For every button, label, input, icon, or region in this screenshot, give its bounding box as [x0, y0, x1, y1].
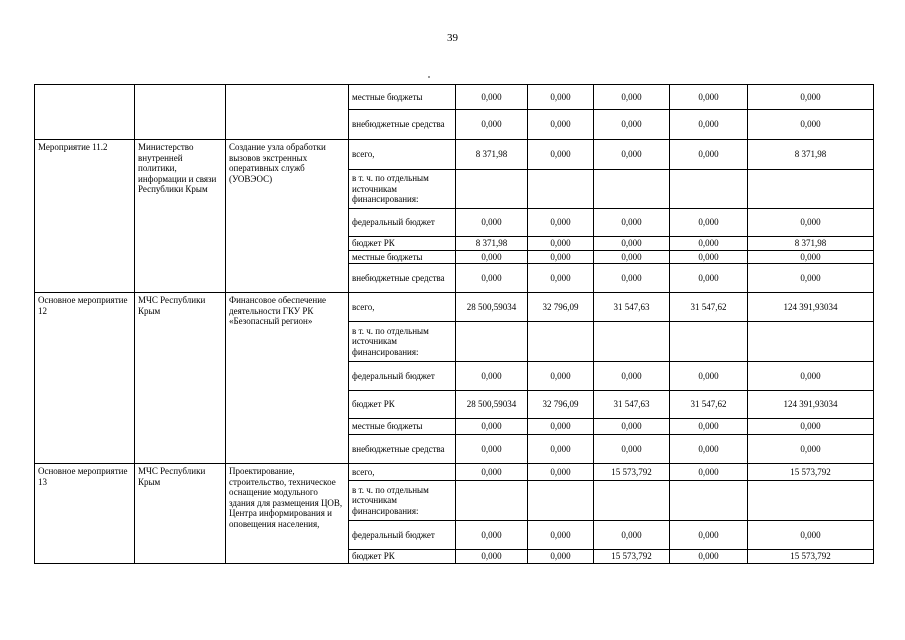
total-cell: 0,000: [748, 250, 874, 264]
value-cell: [670, 322, 748, 362]
funding-source-cell: бюджет РК: [349, 391, 456, 419]
value-cell: 0,000: [528, 419, 594, 435]
table-row: [35, 293, 874, 322]
total-cell: 15 573,792: [748, 464, 874, 481]
value-cell: 0,000: [670, 237, 748, 251]
value-cell: 0,000: [456, 435, 528, 464]
value-cell: 0,000: [594, 85, 670, 110]
total-cell: [748, 322, 874, 362]
value-cell: 0,000: [528, 464, 594, 481]
value-cell: 0,000: [528, 264, 594, 293]
value-cell: 0,000: [456, 209, 528, 237]
value-cell: 0,000: [594, 110, 670, 140]
value-cell: 0,000: [594, 209, 670, 237]
value-cell: 0,000: [670, 362, 748, 391]
executor-cell: МЧС Республики Крым: [135, 293, 226, 464]
value-cell: 0,000: [670, 464, 748, 481]
total-cell: 0,000: [748, 209, 874, 237]
table-row: [35, 140, 874, 170]
value-cell: 0,000: [670, 264, 748, 293]
value-cell: 0,000: [670, 110, 748, 140]
event-name-cell: Основное мероприятие 13: [35, 464, 135, 564]
value-cell: 0,000: [456, 264, 528, 293]
funding-source-cell: в т. ч. по отдельным источникам финансирования:: [349, 481, 456, 521]
value-cell: 28 500,59034: [456, 391, 528, 419]
value-cell: 0,000: [670, 435, 748, 464]
value-cell: 31 547,62: [670, 391, 748, 419]
executor-cell: Министерство внутренней политики, информации и связи Республики Крым: [135, 140, 226, 293]
value-cell: 0,000: [670, 250, 748, 264]
page-number: 39: [447, 32, 458, 44]
value-cell: 0,000: [594, 419, 670, 435]
funding-source-cell: всего,: [349, 293, 456, 322]
value-cell: 0,000: [456, 110, 528, 140]
total-cell: 124 391,93034: [748, 293, 874, 322]
funding-source-cell: местные бюджеты: [349, 419, 456, 435]
event-description-cell: [226, 85, 349, 140]
value-cell: 0,000: [594, 140, 670, 170]
funding-source-cell: внебюджетные средства: [349, 435, 456, 464]
value-cell: 15 573,792: [594, 550, 670, 564]
total-cell: 0,000: [748, 110, 874, 140]
event-name-cell: [35, 85, 135, 140]
total-cell: 0,000: [748, 264, 874, 293]
funding-source-cell: всего,: [349, 140, 456, 170]
event-name-cell: Основное мероприятие 12: [35, 293, 135, 464]
value-cell: 0,000: [528, 435, 594, 464]
funding-source-cell: в т. ч. по отдельным источникам финансирования:: [349, 170, 456, 209]
value-cell: 0,000: [594, 264, 670, 293]
value-cell: 0,000: [670, 550, 748, 564]
table-row: [35, 85, 874, 110]
executor-cell: [135, 85, 226, 140]
value-cell: 0,000: [670, 209, 748, 237]
value-cell: 0,000: [528, 237, 594, 251]
total-cell: 0,000: [748, 521, 874, 550]
value-cell: 31 547,63: [594, 391, 670, 419]
total-cell: 8 371,98: [748, 237, 874, 251]
value-cell: [456, 322, 528, 362]
value-cell: [594, 170, 670, 209]
value-cell: 0,000: [456, 85, 528, 110]
table-row: [35, 464, 874, 481]
value-cell: [528, 170, 594, 209]
value-cell: 28 500,59034: [456, 293, 528, 322]
value-cell: 32 796,09: [528, 293, 594, 322]
funding-source-cell: внебюджетные средства: [349, 264, 456, 293]
total-cell: 0,000: [748, 362, 874, 391]
funding-source-cell: внебюджетные средства: [349, 110, 456, 140]
total-cell: [748, 170, 874, 209]
value-cell: 8 371,98: [456, 237, 528, 251]
total-cell: [748, 481, 874, 521]
value-cell: 0,000: [670, 521, 748, 550]
funding-source-cell: местные бюджеты: [349, 85, 456, 110]
event-description-cell: Создание узла обработки вызовов экстренных оперативных служб (УОВЭОС): [226, 140, 349, 293]
value-cell: 0,000: [456, 550, 528, 564]
value-cell: 0,000: [670, 85, 748, 110]
value-cell: 0,000: [456, 362, 528, 391]
total-cell: 0,000: [748, 435, 874, 464]
value-cell: [594, 481, 670, 521]
value-cell: 0,000: [456, 419, 528, 435]
funding-source-cell: федеральный бюджет: [349, 209, 456, 237]
value-cell: 31 547,62: [670, 293, 748, 322]
event-description-cell: Проектирование, строительство, техническое оснащение модульного здания для размещения ЦОВ, Центра информирования и оповещения населения,: [226, 464, 349, 564]
total-cell: 0,000: [748, 85, 874, 110]
value-cell: 0,000: [528, 550, 594, 564]
value-cell: [456, 170, 528, 209]
funding-source-cell: федеральный бюджет: [349, 362, 456, 391]
value-cell: [456, 481, 528, 521]
scan-speck: [428, 76, 430, 78]
funding-source-cell: местные бюджеты: [349, 250, 456, 264]
value-cell: 0,000: [670, 140, 748, 170]
value-cell: 0,000: [528, 209, 594, 237]
value-cell: [528, 481, 594, 521]
value-cell: 0,000: [528, 110, 594, 140]
value-cell: 31 547,63: [594, 293, 670, 322]
total-cell: 0,000: [748, 419, 874, 435]
value-cell: 15 573,792: [594, 464, 670, 481]
value-cell: [670, 170, 748, 209]
value-cell: [670, 481, 748, 521]
value-cell: 0,000: [594, 435, 670, 464]
funding-source-cell: федеральный бюджет: [349, 521, 456, 550]
value-cell: [528, 322, 594, 362]
value-cell: 32 796,09: [528, 391, 594, 419]
value-cell: 0,000: [594, 250, 670, 264]
value-cell: 0,000: [528, 140, 594, 170]
executor-cell: МЧС Республики Крым: [135, 464, 226, 564]
value-cell: 0,000: [528, 521, 594, 550]
event-description-cell: Финансовое обеспечение деятельности ГКУ РК «Безопасный регион»: [226, 293, 349, 464]
value-cell: [594, 322, 670, 362]
value-cell: 0,000: [594, 237, 670, 251]
value-cell: 0,000: [528, 250, 594, 264]
funding-source-cell: всего,: [349, 464, 456, 481]
value-cell: 8 371,98: [456, 140, 528, 170]
value-cell: 0,000: [528, 85, 594, 110]
value-cell: 0,000: [594, 362, 670, 391]
value-cell: 0,000: [528, 362, 594, 391]
funding-table: [34, 84, 874, 564]
funding-source-cell: бюджет РК: [349, 237, 456, 251]
value-cell: 0,000: [670, 419, 748, 435]
funding-source-cell: бюджет РК: [349, 550, 456, 564]
total-cell: 8 371,98: [748, 140, 874, 170]
total-cell: 124 391,93034: [748, 391, 874, 419]
funding-source-cell: в т. ч. по отдельным источникам финансирования:: [349, 322, 456, 362]
value-cell: 0,000: [456, 250, 528, 264]
value-cell: 0,000: [456, 521, 528, 550]
value-cell: 0,000: [456, 464, 528, 481]
value-cell: 0,000: [594, 521, 670, 550]
event-name-cell: Мероприятие 11.2: [35, 140, 135, 293]
total-cell: 15 573,792: [748, 550, 874, 564]
